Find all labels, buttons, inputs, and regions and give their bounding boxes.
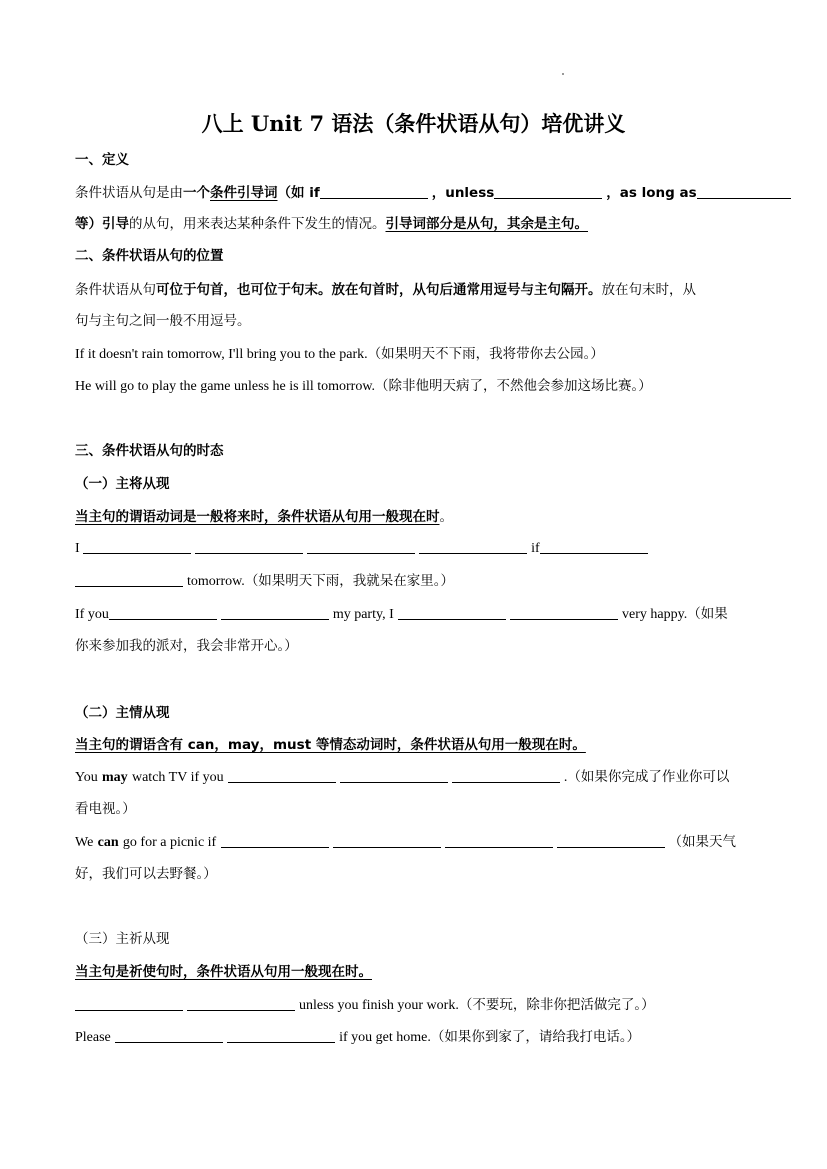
s2-example-2: He will go to play the game unless he is ill tomorrow.（除非他明天病了，不然他会参加这场比赛。） (75, 378, 652, 394)
blank-field[interactable] (494, 184, 602, 199)
sub-3-heading: （三）主祈从现 (75, 931, 170, 947)
blank-field[interactable] (307, 539, 415, 554)
sub-2-question-2-cont: 好，我们可以去野餐。） (75, 866, 217, 882)
sub-2-question-2: We can go for a picnic if （如果天气 (75, 834, 736, 850)
sub-3-question-2: Please if you get home.（如果你到家了，请给我打电话。） (75, 1029, 641, 1045)
section-2-heading: 二、条件状语从句的位置 (75, 248, 224, 264)
section-3-heading: 三、条件状语从句的时态 (75, 443, 224, 459)
s1-line-2: 等）引导的从句，用来表达某种条件下发生的情况。引导词部分是从句，其余是主句。 (75, 216, 588, 232)
sub-1-question-2-cont: 你来参加我的派对，我会非常开心。） (75, 638, 298, 654)
blank-field[interactable] (557, 833, 665, 848)
sub-2-question-1: You may watch TV if you .（如果你完成了作业你可以 (75, 769, 730, 785)
blank-field[interactable] (419, 539, 527, 554)
blank-field[interactable] (221, 605, 329, 620)
blank-field[interactable] (452, 768, 560, 783)
s1-line-1: 条件状语从句是由一个条件引导词（如 if ，unless ，as long as (75, 183, 751, 203)
decorative-dot (562, 73, 564, 75)
blank-field[interactable] (227, 1028, 335, 1043)
s2-line-1: 条件状语从句可位于句首，也可位于句末。放在句首时，从句后通常用逗号与主句隔开。放在句末时，从 (75, 282, 696, 298)
page-title: 八上 Unit 7 语法（条件状语从句）培优讲义 (201, 111, 626, 136)
sub-1-question-2: If you my party, I very happy.（如果 (75, 606, 728, 622)
blank-field[interactable] (333, 833, 441, 848)
blank-field[interactable] (221, 833, 329, 848)
blank-field[interactable] (510, 605, 618, 620)
sub-1-heading: （一）主将从现 (75, 476, 170, 492)
blank-field[interactable] (445, 833, 553, 848)
sub-2-rule: 当主句的谓语含有 can，may，must 等情态动词时，条件状语从句用一般现在时。 (75, 737, 586, 753)
blank-field[interactable] (83, 539, 191, 554)
blank-field[interactable] (228, 768, 336, 783)
blank-field[interactable] (340, 768, 448, 783)
blank-field[interactable] (75, 996, 183, 1011)
section-1-heading: 一、定义 (75, 152, 129, 168)
blank-field[interactable] (115, 1028, 223, 1043)
blank-field[interactable] (195, 539, 303, 554)
sub-1-rule: 当主句的谓语动词是一般将来时，条件状语从句用一般现在时。 (75, 509, 453, 525)
blank-field[interactable] (398, 605, 506, 620)
s2-example-1: If it doesn't rain tomorrow, I'll bring you to the park.（如果明天不下雨，我将带你去公园。） (75, 346, 604, 362)
blank-field[interactable] (320, 184, 428, 199)
blank-field[interactable] (540, 539, 648, 554)
sub-2-heading: （二）主情从现 (75, 705, 170, 721)
sub-1-question-1-cont: tomorrow.（如果明天下雨，我就呆在家里。） (75, 571, 751, 592)
blank-field[interactable] (75, 572, 183, 587)
sub-3-rule: 当主句是祈使句时，条件状语从句用一般现在时。 (75, 964, 372, 980)
s2-line-2: 句与主句之间一般不用逗号。 (75, 313, 251, 329)
sub-1-question-1: I if (75, 539, 751, 559)
blank-field[interactable] (187, 996, 295, 1011)
sub-2-question-1-cont: 看电视。） (75, 801, 136, 817)
sub-3-question-1: unless you finish your work.（不要玩，除非你把活做完了。） (75, 995, 751, 1016)
blank-field[interactable] (697, 184, 791, 199)
blank-field[interactable] (109, 605, 217, 620)
